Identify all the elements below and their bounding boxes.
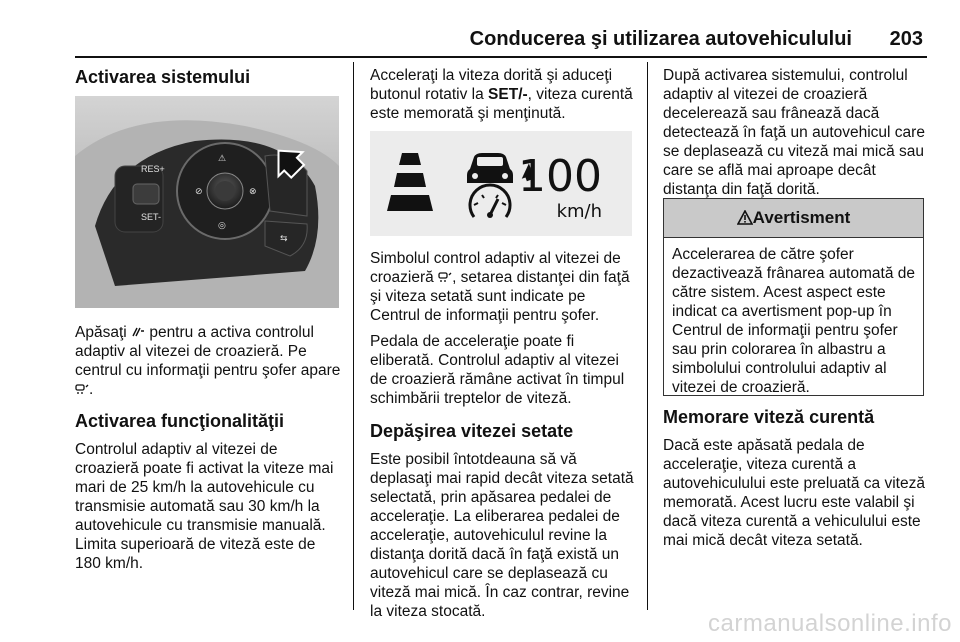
distance-bars-icon [387, 153, 433, 211]
svg-text:⊘: ⊘ [195, 187, 203, 197]
acc-status-icon [75, 383, 89, 395]
acc-status-icon [438, 271, 452, 283]
set-minus-label: SET- [141, 212, 162, 222]
column-1 [75, 66, 343, 88]
res-plus-label: RES+ [141, 164, 165, 174]
section-heading-memorize-speed: Memorare viteză curentă [663, 407, 875, 427]
warning-text: Accelerarea de către şofer dezactivează frânarea automată de către sistem. Acest aspect este indicat ca avertisment pop-up în Centrul de informaţii pentru şofer sau prin colorarea în albastru a simbolului controlului adaptiv al vitezei de croazieră. [672, 246, 915, 396]
steering-wheel-photo [75, 96, 339, 308]
section-heading-exceeding-speed: Depăşirea vitezei setate [370, 421, 574, 441]
warning-title: Avertisment [752, 208, 851, 227]
column-divider-1 [353, 62, 354, 610]
watermark: carmanualsonline.info [708, 610, 952, 637]
section-heading-functionality: Activarea funcţionalităţii [75, 411, 285, 431]
paragraph-exceeding-speed: Este posibil întotdeauna să vă deplasaţi mai rapid decât viteza setată selectată, prin apăsarea pedalei de acceleraţie. La eliberarea pedalei de acceleraţie, autovehiculul revine la distanţa dorită dacă în faţă există un autovehicul care se deplasează cu viteză mai mică. În caz contrar, revine la viteza stocată. [370, 451, 634, 620]
column-2 [370, 66, 638, 123]
svg-text:⚠: ⚠ [218, 154, 227, 164]
display-speed-value: 100 [518, 151, 602, 202]
paragraph-press-button: Apăsaţi pentru a activa controlul adaptiv al vitezei de croazieră. Pe centrul cu informaţii pentru şofer apare . [75, 324, 341, 398]
column-divider-2 [647, 62, 648, 610]
paragraph-set-speed: Acceleraţi la viteza dorită şi aduceţi butonul rotativ la SET/-, viteza curentă este memorată şi menţinută. [370, 67, 633, 122]
paragraph-pedal-release: Pedala de acceleraţie poate fi eliberată. Controlul adaptiv al vitezei de croazieră rămâne activat în timpul schimbării treptelor de viteză. [370, 333, 625, 407]
warning-header [664, 199, 923, 238]
paragraph-memorize-speed: Dacă este apăsată pedala de acceleraţie, viteza curentă a autovehiculului este preluată ca viteză memorată. Acest lucru este valabil şi dacă viteza curentă a vehiculului este mai mică decât viteza setată. [663, 437, 925, 549]
page-number: 203 [889, 28, 923, 50]
display-speed-unit: km/h [556, 201, 602, 222]
paragraph-activation-speeds: Controlul adaptiv al vitezei de croazieră poate fi activat la viteze mai mari de 25 km/h la autovehicule cu transmisie automată sau 30 km/h la autovehicule cu transmisie manuală. Limita superioară de viteză este de 180 km/h. [75, 441, 334, 572]
column-3-lower [663, 406, 927, 550]
warning-box [663, 198, 924, 396]
svg-text:◎: ◎ [218, 221, 226, 231]
acc-activate-icon [131, 326, 145, 338]
steering-wheel-illustration [75, 96, 339, 308]
svg-text:⇆: ⇆ [280, 234, 288, 244]
column-3 [663, 66, 927, 199]
paragraph-deceleration: După activarea sistemului, controlul adaptiv al vitezei de croazieră decelerează sau frânează dacă detectează în faţă un autovehicul care se deplasează cu viteză mai mică sau care se află mai aproape decât distanţa din faţă dorită. [663, 67, 925, 198]
column-2-lower [370, 249, 638, 621]
cluster-display-illustration [370, 131, 632, 236]
warning-triangle-icon [737, 210, 753, 225]
svg-text:⊗: ⊗ [249, 187, 257, 197]
column-1-lower [75, 323, 345, 573]
paragraph-symbol-info: Simbolul control adaptiv al vitezei de croazieră , setarea distanţei din faţă şi viteza setată sunt indicate pe Centrul de informaţii pentru şofer. [370, 250, 630, 324]
header-rule [75, 56, 927, 58]
section-heading-activation: Activarea sistemului [75, 67, 251, 87]
page-header [75, 24, 927, 54]
page-title: Conducerea şi utilizarea autovehiculului [469, 28, 852, 50]
